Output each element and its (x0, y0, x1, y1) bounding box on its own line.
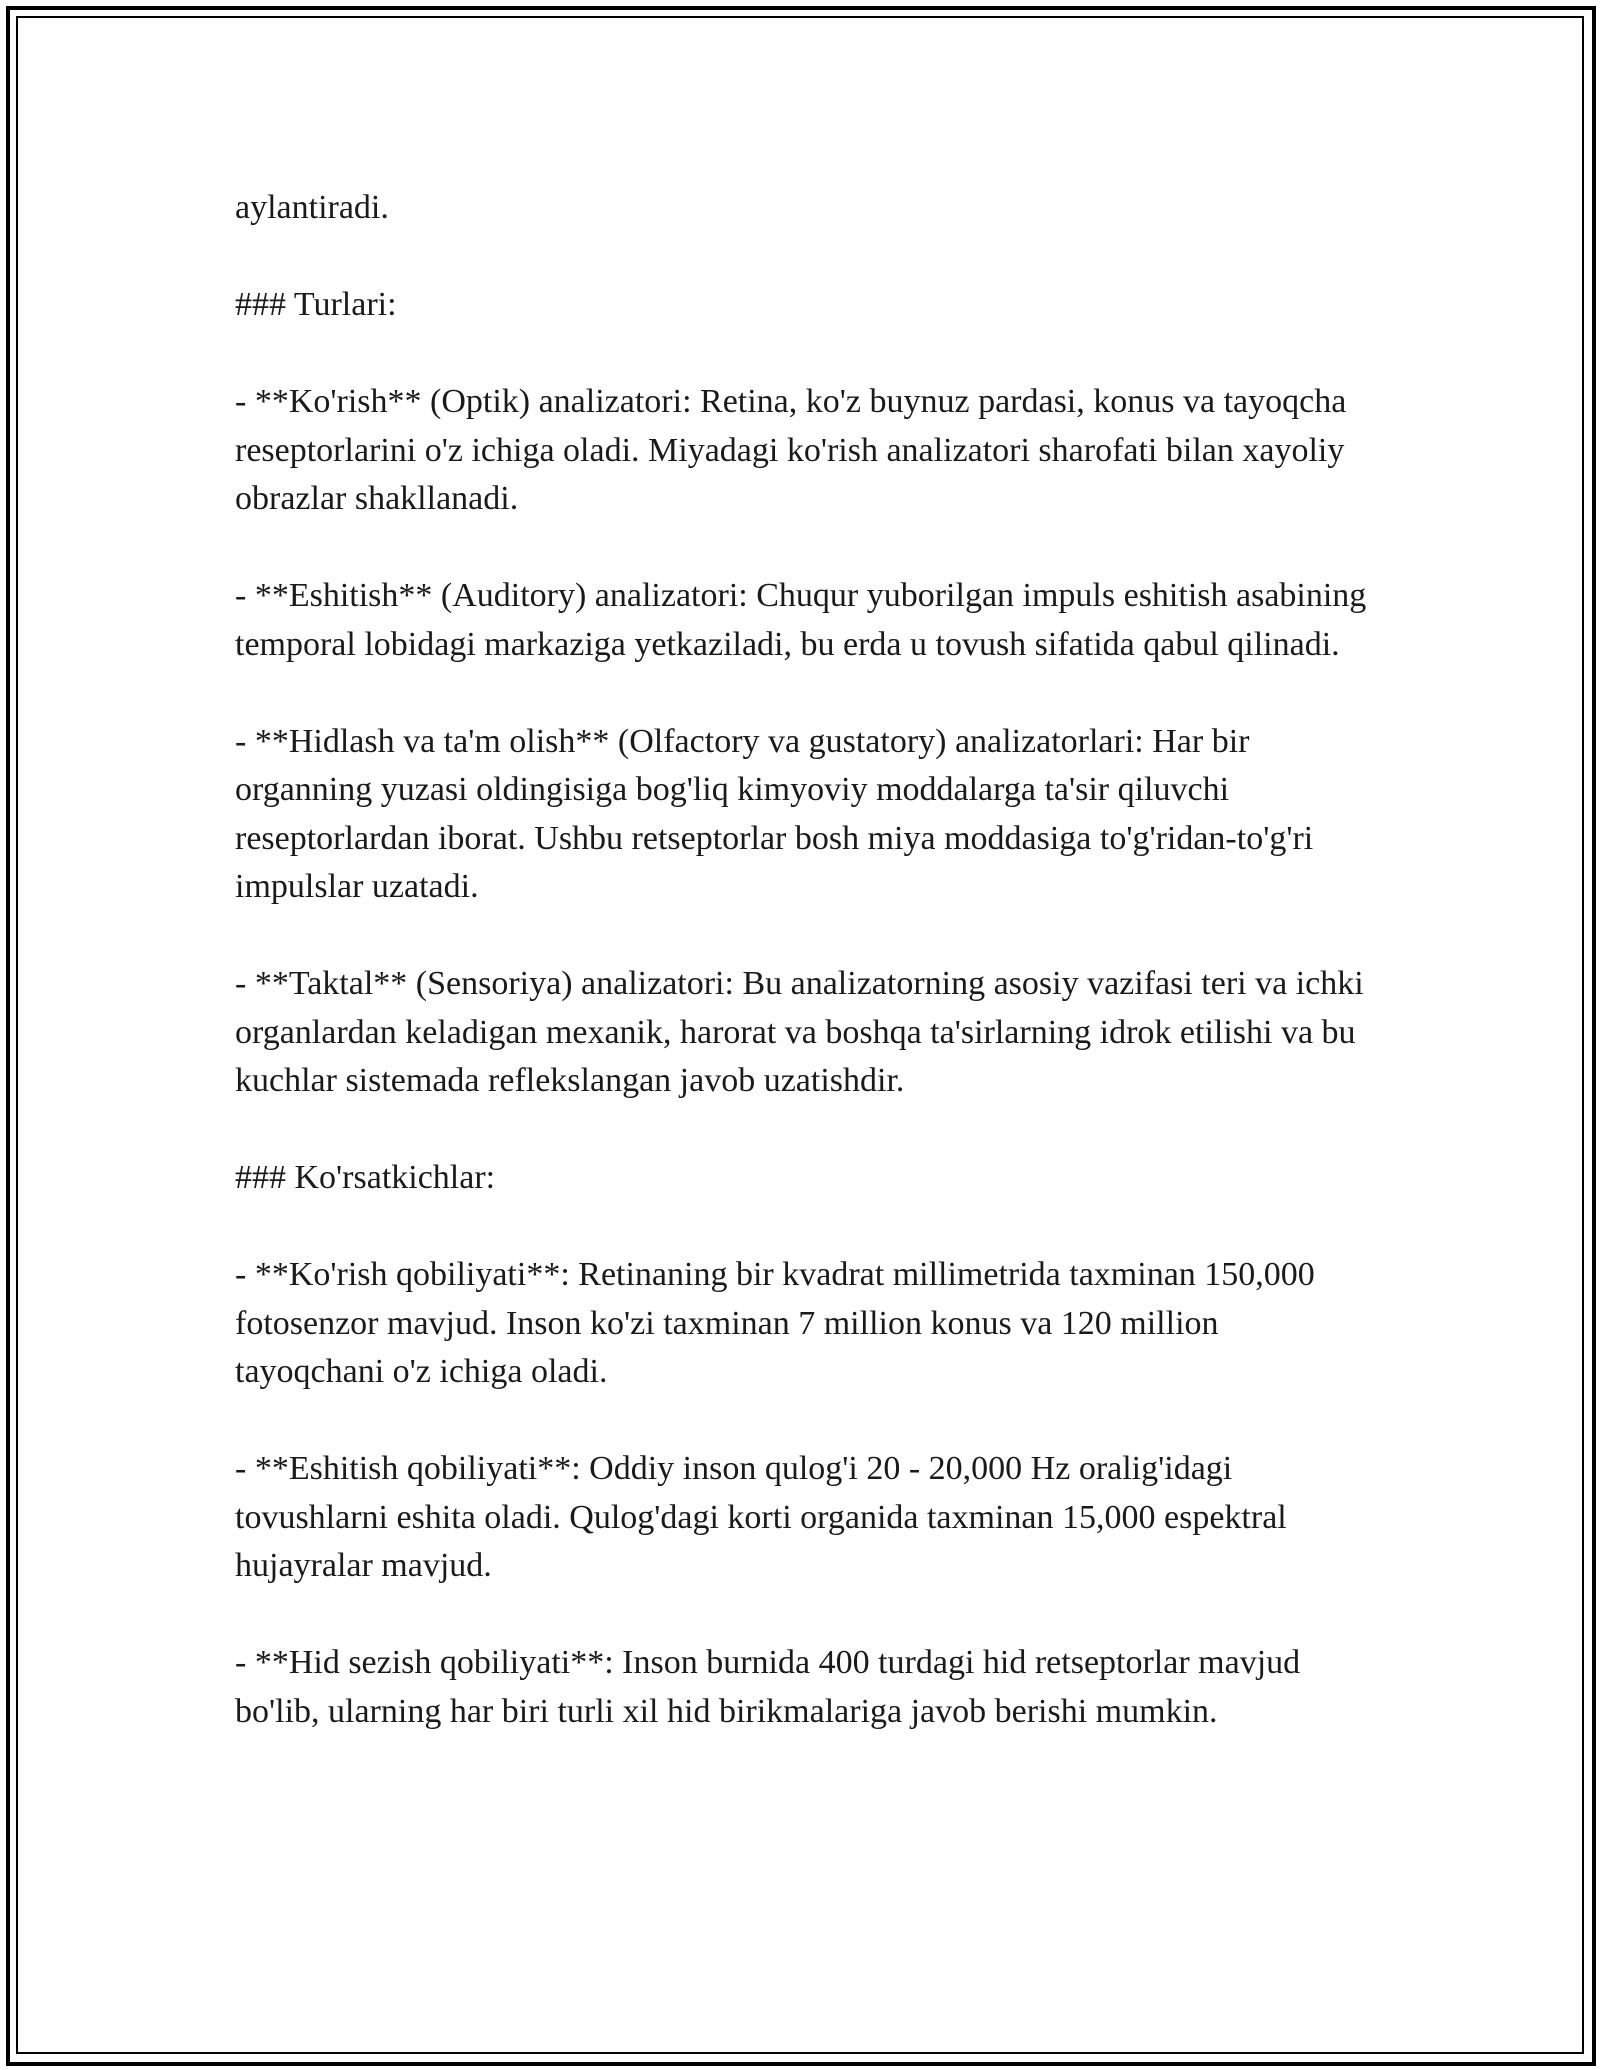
list-item-korish: - **Ko'rish** (Optik) analizatori: Retina, ko'z buynuz pardasi, konus va tayoqcha reseptorlarini o'z ichiga oladi. Miyadagi ko'rish analizatori sharofati bilan xayoliy obrazlar shakllanadi. (235, 383, 1347, 517)
heading-turlari: ### Turlari: (235, 286, 397, 323)
list-item-taktal: - **Taktal** (Sensoriya) analizatori: Bu analizatorning asosiy vazifasi teri va ichki organlardan keladigan mexanik, harorat va boshqa ta'sirlarning idrok etilishi va bu kuchlar sistemada reflekslangan javob uzatishdir. (235, 965, 1364, 1099)
list-item-hid-sezish-qobiliyati: - **Hid sezish qobiliyati**: Inson burnida 400 turdagi hid retseptorlar mavjud bo'lib, ularning har biri turli xil hid birikmalariga javob berishi mumkin. (235, 1644, 1301, 1730)
list-item-korish-qobiliyati: - **Ko'rish qobiliyati**: Retinaning bir kvadrat millimetrida taxminan 150,000 fotosenzor mavjud. Inson ko'zi taxminan 7 million konus va 120 million tayoqchani o'z ichiga oladi. (235, 1256, 1315, 1390)
heading-korsatkichlar: ### Ko'rsatkichlar: (235, 1159, 496, 1196)
paragraph-continuation: aylantiradi. (235, 189, 389, 226)
list-item-eshitish-qobiliyati: - **Eshitish qobiliyati**: Oddiy inson qulog'i 20 - 20,000 Hz oralig'idagi tovushlarni eshita oladi. Qulog'dagi korti organida taxminan 15,000 espektral hujayralar mavjud. (235, 1450, 1287, 1584)
list-item-hidlash: - **Hidlash va ta'm olish** (Olfactory va gustatory) analizatorlari: Har bir organning yuzasi oldingisiga bog'liq kimyoviy moddalarga ta'sir qiluvchi reseptorlardan iborat. Ushbu retseptorlar bosh miya moddasiga to'g'ridan-to'g'ri impulslar uzatadi. (235, 722, 1314, 905)
list-item-eshitish: - **Eshitish** (Auditory) analizatori: Chuqur yuborilgan impuls eshitish asabining temporal lobidagi markaziga yetkaziladi, bu erda u tovush sifatida qabul qilinadi. (235, 577, 1367, 663)
document-body (235, 184, 1370, 1736)
